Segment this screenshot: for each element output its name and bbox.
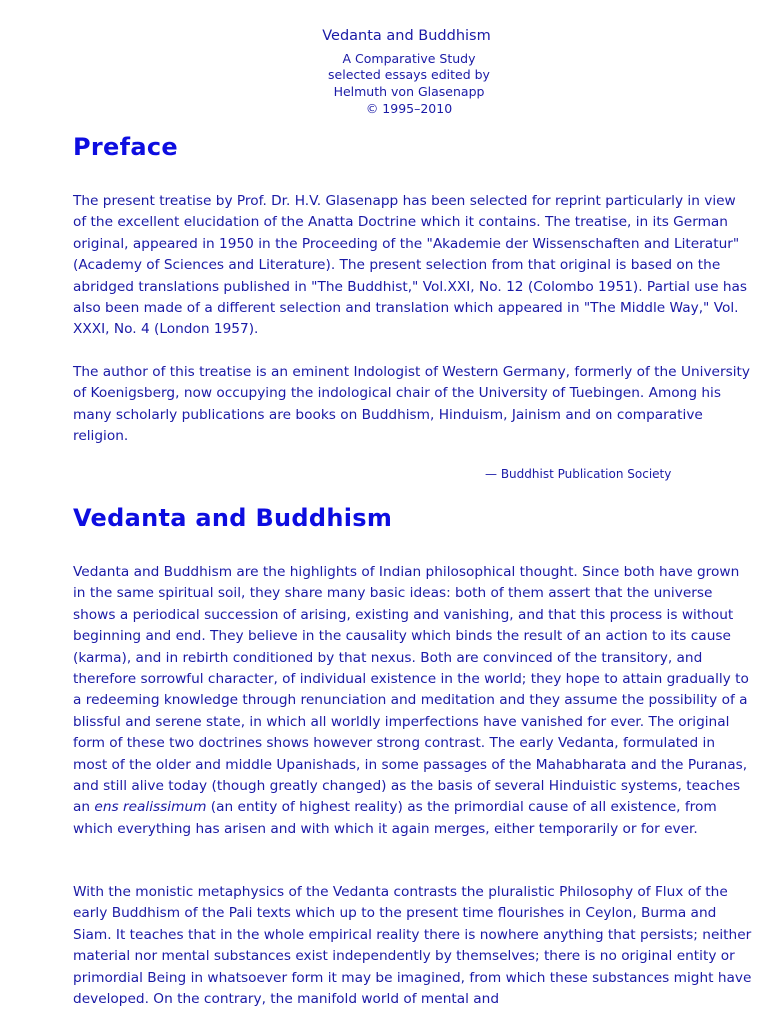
editor-name: Helmuth von Glasenapp	[333, 84, 485, 99]
section-paragraph-1-text-end: (an entity of highest reality) as the primordial cause of all existence, from which everything has arisen and with which it again merges, either temporarily or for ever.	[73, 799, 717, 837]
preface-paragraph-2: The author of this treatise is an eminent Indologist of Western Germany, formerly of the University of Koenigsberg, now occupying the indological chair of the University of Tuebingen. Among his many scholarly publications are books on Buddhism, Hinduism, Jainism and on comparative religion.	[73, 364, 751, 445]
section-paragraph-1-italic-term: ens realissimum	[94, 799, 207, 816]
section-paragraph-1	[73, 562, 753, 840]
section-heading: Vedanta and Buddhism	[73, 504, 393, 532]
preface-heading: Preface	[73, 133, 178, 161]
edited-by-line: selected essays edited by	[328, 67, 490, 82]
section-paragraph-2: With the monistic metaphysics of the Vedanta contrasts the pluralistic Philosophy of Flux of the early Buddhism of the Pali texts which up to the present time flourishes in Ceylon, Burma and Siam. It teaches that in the whole empirical reality there is nowhere anything that persists; neither material nor mental substances exist independently by themselves; there is no original entity or primordial Being in whatsoever form it may be imagined, from which these substances might have developed. On the contrary, the manifold world of mental and	[73, 884, 752, 1008]
section-paragraph-1-text-start: Vedanta and Buddhism are the highlights of Indian philosophical thought. Since both have grown in the same spiritual soil, they share many basic ideas: both of them assert that the universe shows a periodical succession of arising, existing and vanishing, and that this process is without beginning and end. They believe in the causality which binds the result of an action to its cause (karma), and in rebirth conditioned by that nexus. Both are convinced of the transitory, and therefore sorrowful character, of individual existence in the world; they hope to attain gradually to a redeeming knowledge through renunciation and meditation and they assume the possibility of a blissful and serene state, in which all worldly imperfections have vanished for ever. The original form of these two doctrines shows however strong contrast. The early Vedanta, formulated in most of the older and middle Upanishads, in some passages of the Mahabharata and the Puranas, and still alive today (though greatly changed) as the basis of several Hinduistic systems, teaches an	[73, 564, 749, 816]
book-title: Vedanta and Buddhism	[322, 28, 491, 44]
preface-paragraph-1: The present treatise by Prof. Dr. H.V. Glasenapp has been selected for reprint particularly in view of the excellent elucidation of the Anatta Doctrine which it contains. The treatise, in its German original, appeared in 1950 in the Proceeding of the "Akademie der Wissenschaften and Literatur" (Academy of Sciences and Literature). The present selection from that original is based on the abridged translations published in "The Buddhist," Vol.XXI, No. 12 (Colombo 1951). Partial use has also been made of a different selection and translation which appeared in "The Middle Way," Vol. XXXI, No. 4 (London 1957).	[73, 193, 748, 338]
preface-attribution: — Buddhist Publication Society	[485, 467, 672, 481]
copyright-line: © 1995–2010	[365, 101, 453, 116]
book-subtitle: A Comparative Study	[342, 51, 476, 66]
